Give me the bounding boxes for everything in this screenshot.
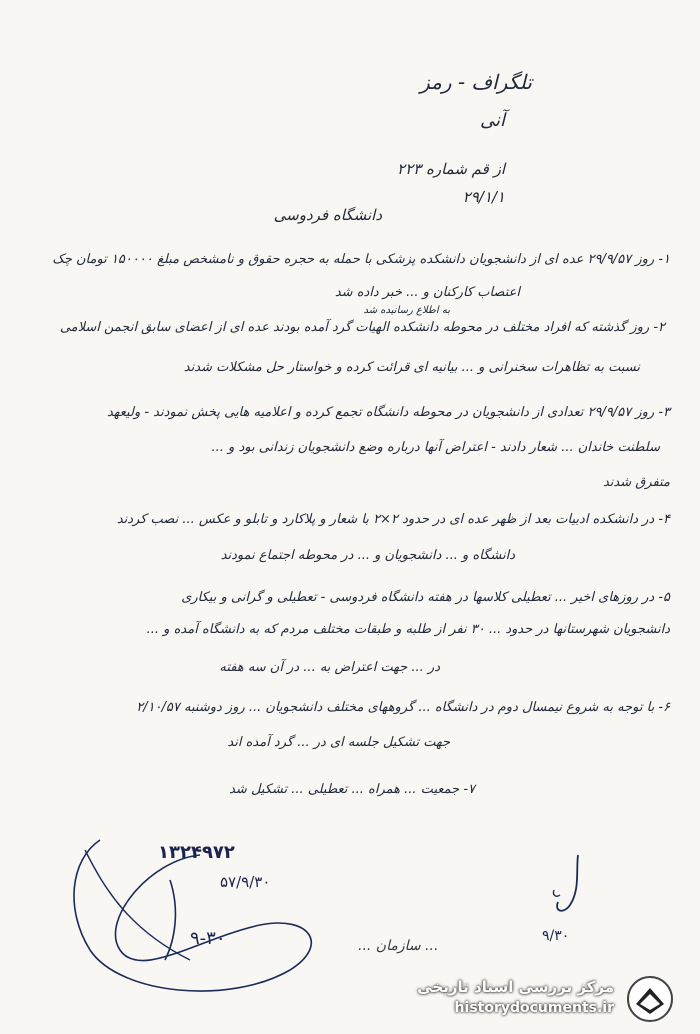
stamp-number: ۱۳۲۴۹۷۲ — [158, 842, 235, 863]
reference-date: ۲۹/۱/۱ — [462, 188, 505, 206]
item-7-line-1: ۷- جمعیت ... همراه ... تعطیلی ... تشکیل شد — [229, 782, 475, 797]
watermark-url: historydocuments.ir — [454, 1000, 614, 1016]
item-5-line-3: در ... جهت اعتراض به ... در آن سه هفته — [219, 660, 440, 675]
item-5-line-2: دانشجویان شهرستانها در حدود ... ۳۰ نفر از طلبه و طبقات مختلف مردم که به دانشگاه آمده و ... — [146, 622, 670, 637]
stamp-circle-note: ۹-۳۰ — [190, 928, 226, 949]
item-3-line-3: متفرق شدند — [602, 475, 670, 490]
item-5-line-1: ۵- در روزهای اخیر ... تعطیلی کلاسها در هفته دانشگاه فردوسی - تعطیلی و گرانی و بیکاری — [181, 590, 670, 605]
item-4-line-2: دانشگاه و ... دانشجویان و ... در محوطه اجتماع نمودند — [220, 548, 515, 563]
watermark — [414, 974, 684, 1024]
telegraph-heading: تلگراف - رمز — [420, 70, 532, 94]
signature-mark — [540, 850, 600, 930]
item-1-line-3: به اطلاع رسانیده شد — [363, 305, 450, 316]
item-6-line-2: جهت تشکیل جلسه ای در ... گرد آمده اند — [227, 735, 450, 750]
item-3-line-1: ۳- روز ۲۹/۹/۵۷ تعدادی از دانشجویان در محوطه دانشگاه تجمع کرده و اعلامیه هایی پخش نمودند - ولیعهد — [106, 405, 670, 420]
recipient-line: آنی — [479, 110, 505, 131]
item-4-line-1: ۴- در دانشکده ادبیات بعد از ظهر عده ای در حدود ۲×۲ با شعار و پلاکارد و تابلو و عکس ... نصب کردند — [116, 512, 670, 527]
archive-logo-icon — [624, 974, 676, 1024]
item-1-line-2: اعتصاب کارکنان و ... خبر داده شد — [334, 285, 520, 300]
item-3-line-2: سلطنت خاندان ... شعار دادند - اعتراض آنها درباره وضع دانشجویان زندانی بود و ... — [211, 440, 660, 455]
item-2-line-2: نسبت به تظاهرات سخنرانی و ... بیانیه ای قرائت کرده و خواستار حل مشکلات شدند — [183, 360, 640, 375]
item-1-line-1: ۱- روز ۲۹/۹/۵۷ عده ای از دانشجویان دانشکده پزشکی با حمله به حجره حقوق و نامشخص مبلغ ۱۵۰۰۰۰ تومان چک — [52, 252, 670, 267]
salutation: دانشگاه فردوسی — [273, 206, 382, 224]
reference-number: از قم شماره ۲۲۳ — [397, 160, 505, 178]
stamp-date: ۵۷/۹/۳۰ — [220, 873, 271, 891]
signature-name: ... سازمان ... — [358, 938, 439, 954]
item-2-line-1: ۲- روز گذشته که افراد مختلف در محوطه دانشکده الهیات گرد آمده بودند عده ای از اعضای سابق انجمن اسلامی — [59, 320, 665, 335]
watermark-title: مرکز بررسی اسناد تاریخی — [417, 978, 614, 996]
item-6-line-1: ۶- با توجه به شروع نیمسال دوم در دانشگاه ... گروههای مختلف دانشجویان ... روز دوشنبه ۲/۱۰/۵۷ — [136, 700, 670, 715]
signature-note: ۹/۳۰ — [542, 928, 570, 944]
